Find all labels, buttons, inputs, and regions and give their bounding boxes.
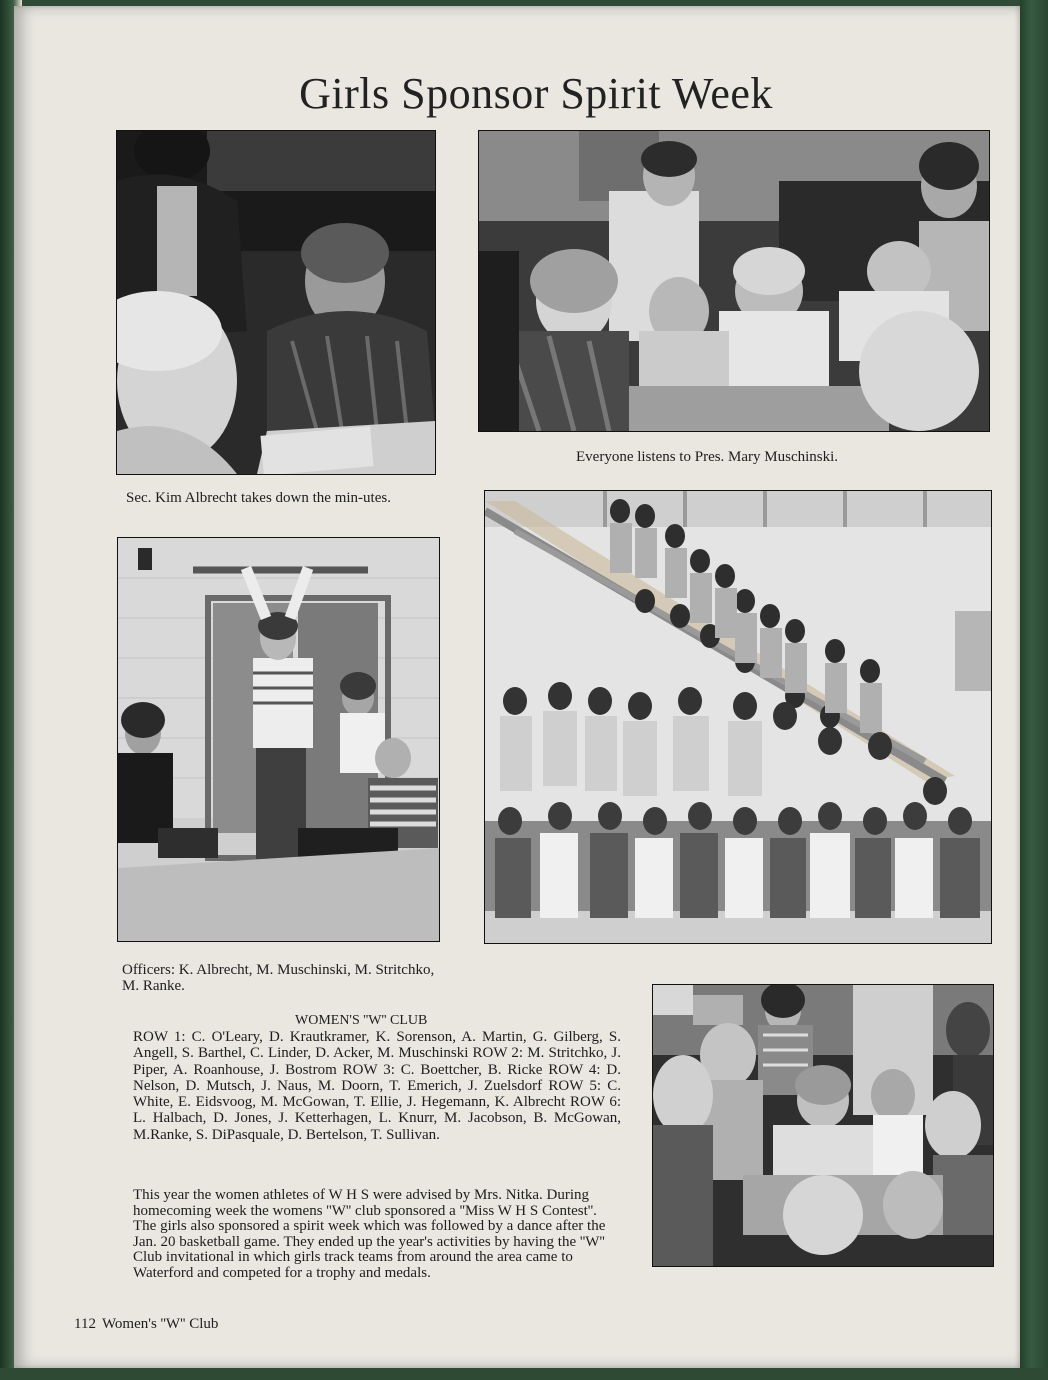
page-title: Girls Sponsor Spirit Week xyxy=(299,69,773,118)
club-roster: ROW 1: C. O'Leary, D. Krautkramer, K. Sorenson, A. Martin, G. Gilberg, S. Angell, S. Barthel, C. Linder, D. Acker, M. Muschinski ROW 2: M. Stritchko, J. Piper, A. Roanhouse, J. Bostrom ROW 3: C. Boettcher, B. Ricke ROW 4: D. Nelson, D. Mutsch, J. Naus, M. Doorn, T. Emerich, J. Zuelsdorf ROW 5: C. White, E. Eidsvoog, M. McGowan, T. Ellie, J. Hegemann, K. Albrecht ROW 6: L. Halbach, D. Jones, J. Ketterhagen, L. Knurr, M. Jacobson, B. McGowan, M.Ranke, S. DiPasquale, D. Bertelson, T. Sullivan. xyxy=(133,1029,621,1143)
book-bottom-edge xyxy=(0,1368,1048,1380)
photo-secretary-taking-minutes xyxy=(116,130,436,475)
photo-club-group-stairs xyxy=(484,490,992,944)
caption-minutes: Sec. Kim Albrecht takes down the min-utes. xyxy=(126,490,391,506)
caption-officers: Officers: K. Albrecht, M. Muschinski, M. Stritchko, M. Ranke. xyxy=(122,962,435,994)
section-label: Women's ''W'' Club xyxy=(101,1316,219,1332)
club-story: This year the women athletes of W H S were advised by Mrs. Nitka. During homecoming week the womens ''W'' club sponsored a ''Miss W H S Contest''. The girls also sponsored a spirit week which was followed by a dance after the Jan. 20 basketball game. They ended up the year's activities by having the ''W'' Club invitational in which girls track teams from around the area came to Waterford and competed for a trophy and medals. xyxy=(133,1187,606,1281)
caption-listens: Everyone listens to Pres. Mary Muschinski. xyxy=(576,449,839,465)
book-cover-edge xyxy=(1020,0,1048,1380)
photo-officers-weight-machine xyxy=(117,537,440,942)
club-heading: WOMEN'S ''W'' CLUB xyxy=(295,1013,428,1028)
page-number: 112 xyxy=(74,1316,96,1332)
photo-group-listening xyxy=(478,130,990,432)
page-footer xyxy=(74,1316,224,1333)
photo-meeting-table xyxy=(652,984,994,1267)
